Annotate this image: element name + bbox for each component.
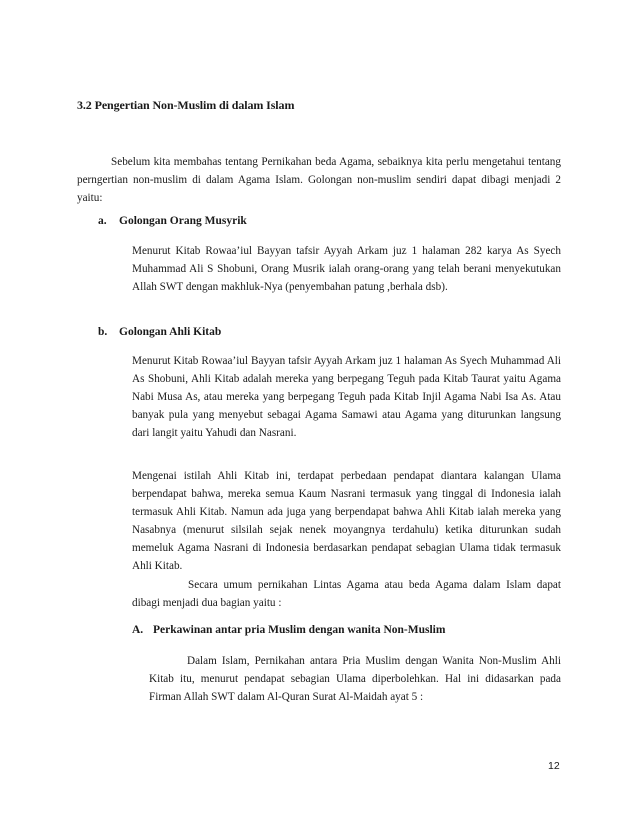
subsection-a-paragraph: Menurut Kitab Rowaa’iul Bayyan tafsir Ayyah Arkam juz 1 halaman 282 karya As Syech Muhammad Ali S Shobuni, Orang Musrik ialah orang-orang yang telah berani menyekutukan Allah SWT dengan makhluk-Nya (penyembahan patung ,berhala dsb). (132, 245, 561, 293)
subsection-b-title: Golongan Ahli Kitab (119, 326, 222, 338)
section-heading: 3.2 Pengertian Non-Muslim di dalam Islam (77, 98, 295, 112)
subsection-a-heading (98, 215, 247, 227)
subsection-a-marker: a. (98, 215, 107, 227)
subsection-A-heading (132, 624, 445, 636)
page-number: 12 (548, 760, 560, 772)
subsection-a-title: Golongan Orang Musyrik (119, 215, 247, 227)
subsection-b-paragraph-2: Mengenai istilah Ahli Kitab ini, terdapat perbedaan pendapat diantara kalangan Ulama berpendapat bahwa, mereka semua Kaum Nasrani termasuk yang tinggal di Indonesia ialah termasuk Ahli Kitab. Namun ada juga yang berpendapat bahwa Ahli Kitab ialah mereka yang Nasabnya (menurut silsilah sejak nenek moyangnya terdahulu) ketika diturunkan sudah memeluk Agama Nasrani di Indonesia berdasarkan pendapat sebagian Ulama tidak termasuk Ahli Kitab. (132, 470, 561, 572)
subsection-A-marker: A. (132, 624, 144, 636)
subsection-b-paragraph-3: Secara umum pernikahan Lintas Agama atau beda Agama dalam Islam dapat dibagi menjadi dua bagian yaitu : (132, 579, 561, 609)
subsection-A-title: Perkawinan antar pria Muslim dengan wanita Non-Muslim (153, 624, 446, 636)
subsection-b-marker: b. (98, 326, 108, 338)
intro-paragraph: Sebelum kita membahas tentang Pernikahan beda Agama, sebaiknya kita perlu mengetahui tentang perngertian non-muslim di dalam Agama Islam. Golongan non-muslim sendiri dapat dibagi menjadi 2 yaitu: (77, 156, 561, 204)
subsection-b-heading (98, 326, 221, 338)
subsection-A-paragraph: Dalam Islam, Pernikahan antara Pria Muslim dengan Wanita Non-Muslim Ahli Kitab itu, menurut pendapat sebagian Ulama diperbolehkan. Hal ini didasarkan pada Firman Allah SWT dalam Al-Quran Surat Al-Maidah ayat 5 : (149, 655, 561, 703)
subsection-b-paragraph-1: Menurut Kitab Rowaa’iul Bayyan tafsir Ayyah Arkam juz 1 halaman As Syech Muhammad Ali As Shobuni, Ahli Kitab adalah mereka yang berpegang Teguh pada Kitab Taurat yaitu Agama Nabi Musa As, atau mereka yang berpegang Teguh pada Kitab Injil Agama Nabi Isa As. Atau banyak pula yang menyebut sebagai Agama Samawi atau Agama yang diturunkan langsung dari langit yaitu Yahudi dan Nasrani. (132, 355, 561, 439)
